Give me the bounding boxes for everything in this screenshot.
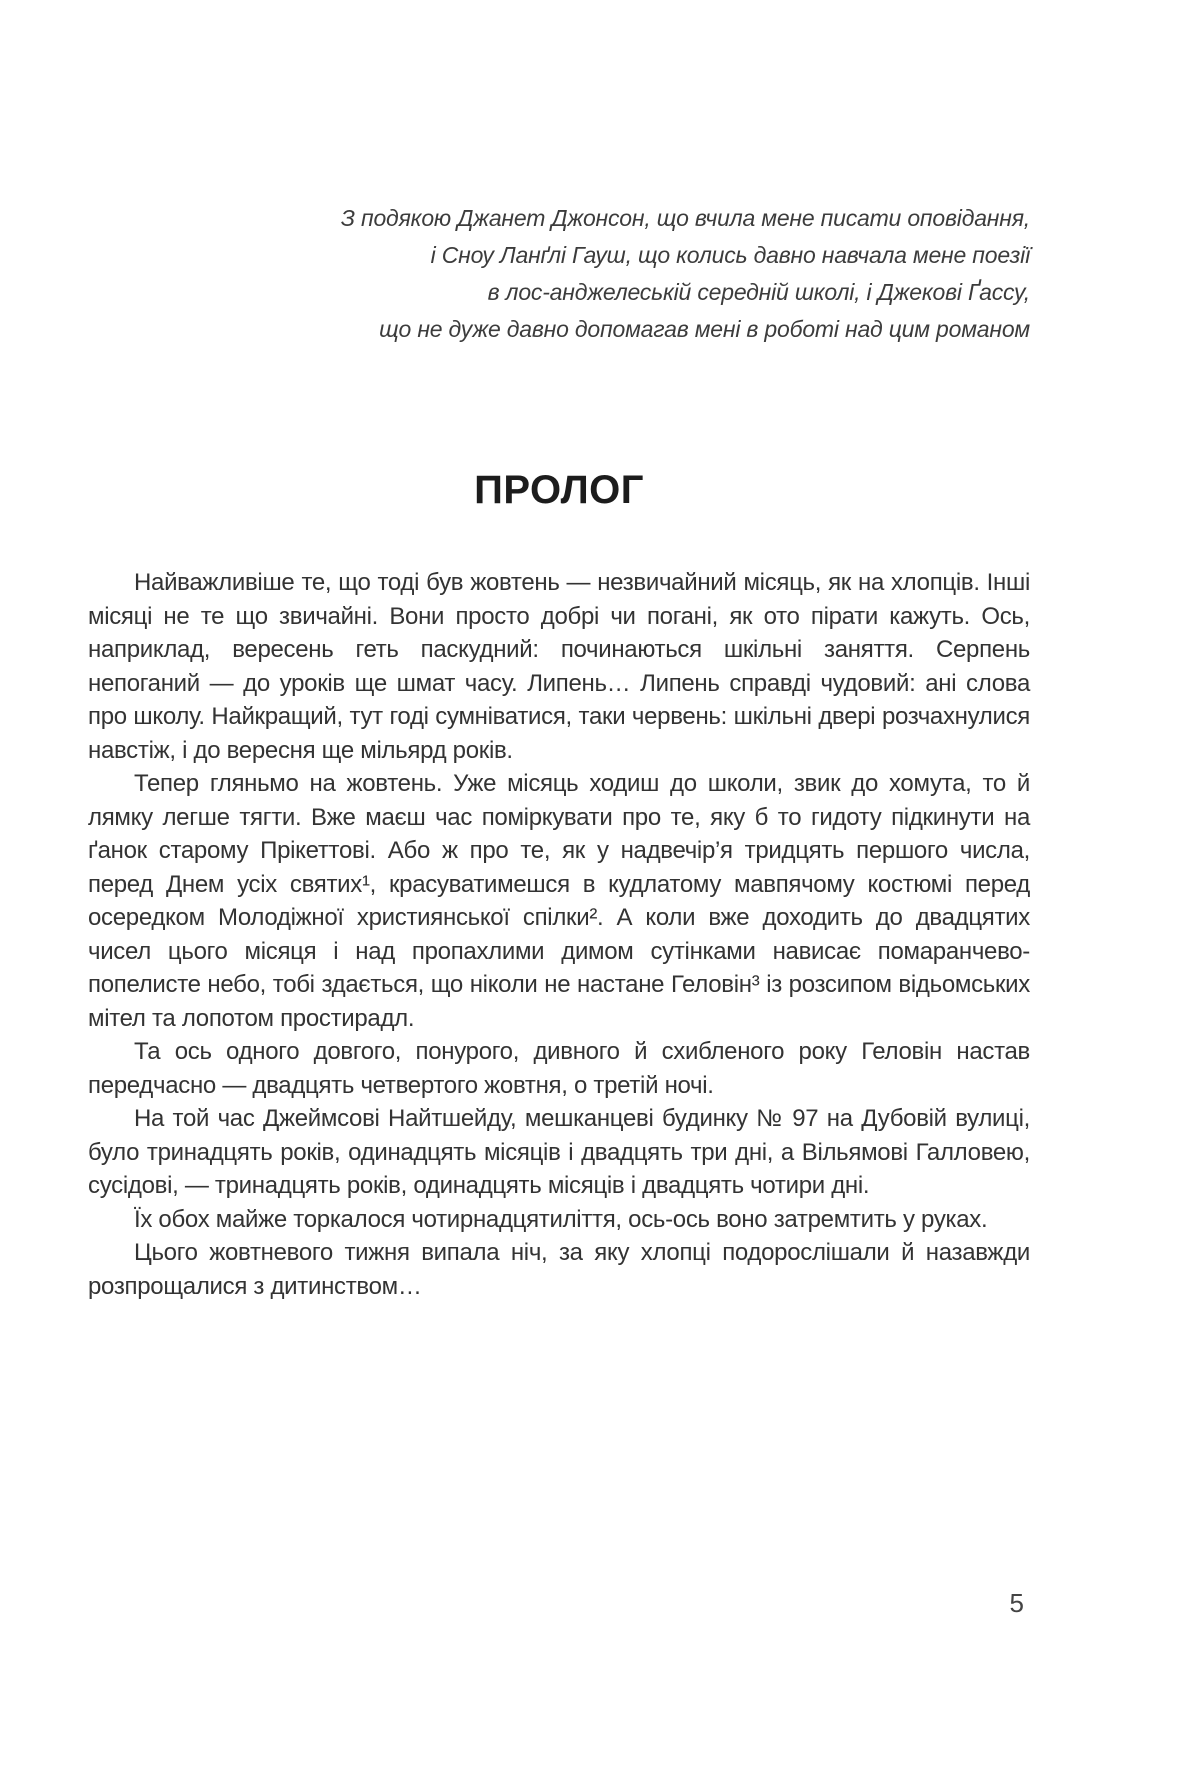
dedication-line: і Сноу Ланґлі Гауш, що колись давно навчала мене поезії xyxy=(430,242,1030,268)
dedication-line: що не дуже давно допомагав мені в роботі над цим романом xyxy=(379,316,1030,342)
paragraph: На той час Джеймсові Найтшейду, мешканцеві будинку № 97 на Дубовій вулиці, було тринадцять років, одинадцять місяців і двадцять три дні, а Вільямові Галловею, сусідові, — тринадцять років, одинадцять місяців і двадцять чотири дні. xyxy=(88,1105,1030,1199)
chapter-title: ПРОЛОГ xyxy=(474,468,644,512)
paragraph: Цього жовтневого тижня випала ніч, за яку хлопці подорослішали й назавжди розпрощалися з дитинством… xyxy=(88,1239,1030,1300)
paragraph: Та ось одного довгого, понурого, дивного й схибленого року Геловін настав передчасно — двадцять четвертого жовтня, о третій ночі. xyxy=(88,1038,1030,1099)
paragraph: Їх обох майже торкалося чотирнадцятиліття, ось-ось воно затремтить у руках. xyxy=(134,1205,988,1233)
paragraph: Тепер гляньмо на жовтень. Уже місяць ходиш до школи, звик до хомута, то й лямку легше тягти. Вже маєш час поміркувати про те, яку б то гидоту підкинути на ґанок старому Прікеттові. Або ж про те, як у надвечір’я тридцять першого числа, перед Днем усіх святих¹, красуватимешся в кудлатому мавпячому костюмі перед осередком Молодіжної християнської спілки². А коли вже доходить до двадцятих чисел цього місяця і над пропахлими димом сутінками нависає помаранчево-попелисте небо, тобі здається, що ніколи не настане Геловін³ із розсипом відьомських мітел та лопотом простирадл. xyxy=(88,770,1030,1032)
dedication xyxy=(88,200,1030,348)
body-text xyxy=(88,566,1030,1303)
dedication-line: З подякою Джанет Джонсон, що вчила мене писати оповідання, xyxy=(340,205,1030,231)
paragraph: Найважливіше те, що тоді був жовтень — незвичайний місяць, як на хлопців. Інші місяці не те що звичайні. Вони просто добрі чи погані, як ото пірати кажуть. Ось, наприклад, вересень геть паскудний: починаються шкільні заняття. Серпень непоганий — до уроків ще шмат часу. Липень… Липень справді чудовий: ані слова про школу. Найкращий, тут годі сумніватися, таки червень: шкільні двері розчахнулися навстіж, і до вересня ще мільярд років. xyxy=(88,569,1030,764)
dedication-line: в лос-анджелеській середній школі, і Джекові Ґассу, xyxy=(487,279,1030,305)
page-number: 5 xyxy=(1009,1588,1024,1618)
